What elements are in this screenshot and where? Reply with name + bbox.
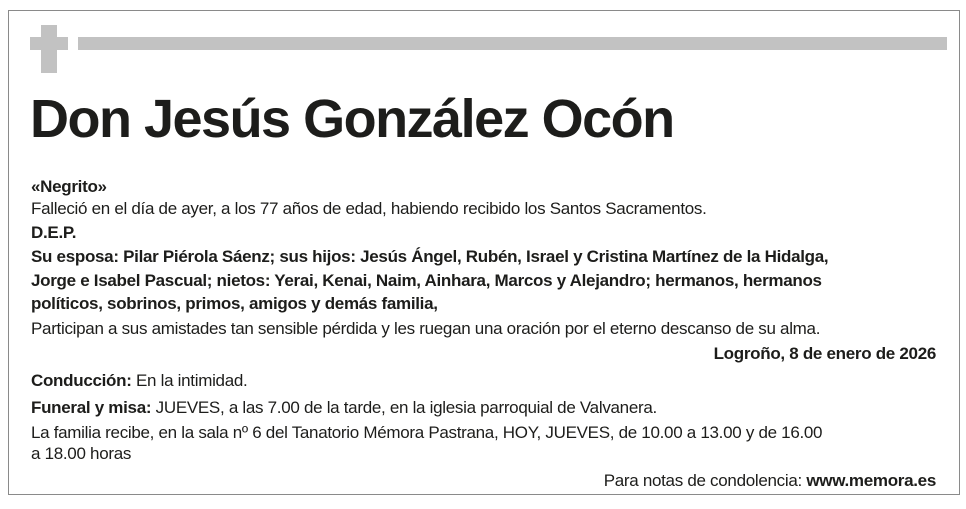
request: Participan a sus amistades tan sensible pérdida y les ruegan una oración por el eterno descanso de su alma. [31, 319, 821, 338]
family-line: políticos, sobrinos, primos, amigos y demás familia, [31, 294, 438, 313]
header-rule [78, 37, 947, 50]
family-line: Su esposa: Pilar Piérola Sáenz; sus hijos: Jesús Ángel, Rubén, Israel y Cristina Martínez de la Hidalga, [31, 247, 829, 266]
place-date: Logroño, 8 de enero de 2026 [713, 344, 936, 363]
reception-line: La familia recibe, en la sala nº 6 del Tanatorio Mémora Pastrana, HOY, JUEVES, de 10.00 a 13.00 y de 16.00 [31, 423, 823, 442]
conduccion [31, 371, 247, 391]
conduccion-value: En la intimidad. [131, 371, 248, 390]
condolence-link[interactable]: www.memora.es [806, 471, 936, 490]
funeral-label: Funeral y misa: [31, 398, 152, 417]
reception-line: a 18.00 horas [31, 444, 132, 463]
funeral-value: JUEVES, a las 7.00 de la tarde, en la iglesia parroquial de Valvanera. [151, 398, 657, 417]
condolence-label: Para notas de condolencia: [603, 471, 807, 490]
death-notice: Falleció en el día de ayer, a los 77 años de edad, habiendo recibido los Santos Sacramentos. [31, 199, 707, 218]
family-line: Jorge e Isabel Pascual; nietos: Yerai, Kenai, Naim, Ainhara, Marcos y Alejandro; hermanos, hermanos [31, 271, 822, 290]
deceased-name: Don Jesús González Ocón [30, 89, 674, 149]
condolence [604, 471, 936, 491]
cross-icon-arm [30, 37, 68, 50]
nickname: «Negrito» [31, 177, 107, 196]
funeral [31, 398, 657, 418]
dep: D.E.P. [31, 223, 77, 242]
conduccion-label: Conducción: [31, 371, 132, 390]
